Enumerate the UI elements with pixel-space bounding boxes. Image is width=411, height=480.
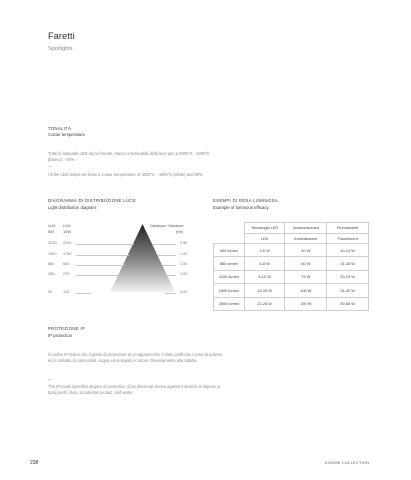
colour-temperature-text-en: All the LED lamps we have a colour temperature of 3000°K - 4000°K (white) and 90% (48, 172, 203, 177)
diagram-row-1-lux-10w: 2250 (63, 241, 72, 245)
diagram-row-2-distance: 1,00 (180, 252, 188, 256)
diagram-row-5-distance: 3,00 (180, 290, 188, 294)
table-cell-fluorescent: 24-32 W (327, 284, 369, 297)
table-header-incandescent-en: Incandescent (285, 233, 327, 244)
ip-protection-separator: — (48, 377, 53, 382)
table-cell-led: 8-12 W (244, 270, 285, 283)
page-title: Faretti (48, 31, 75, 41)
table-row (214, 284, 369, 297)
table-header-incandescent: Incandescenza (285, 223, 327, 234)
table-header-empty-2 (214, 233, 245, 244)
table-row (214, 270, 369, 283)
diagram-row-1-distance: 0,50 (180, 241, 188, 245)
page-number: 238 (30, 460, 39, 466)
table-cell-incandescent: 60 W (285, 257, 327, 270)
table-cell-led: 13-15 W (244, 284, 285, 297)
table-cell-led: 21-25 W (244, 297, 285, 310)
diagram-col-lux-5w: LUX (48, 223, 56, 228)
diagram-row-3-rule-right (162, 265, 176, 266)
diagram-row-3-lux-5w: 880 (48, 262, 55, 266)
table-cell-lumen: 2600 lumen (214, 297, 245, 310)
table-header-fluorescent: Fluorescenti (327, 223, 369, 234)
table-header-led-en: LED (244, 233, 285, 244)
table-header-empty (214, 223, 245, 234)
diagram-row-4-lux-10w: 270 (63, 272, 70, 276)
table-header-row-1 (214, 223, 369, 234)
diagram-row-5-lux-5w: 90 (48, 290, 53, 294)
light-distribution-label-en: Light distribution diagram. (48, 205, 98, 210)
table-cell-incandescent: 40 W (285, 244, 327, 257)
diagram-row-2-rule-left (76, 255, 129, 256)
luminous-efficacy-table (213, 222, 369, 311)
footer-brand: KOOME COLLECTION (325, 461, 370, 465)
table-cell-lumen: 1100 lumen (214, 270, 245, 283)
diagram-row-2-lux-10w: 1750 (63, 252, 72, 256)
colour-temperature-text-it: Tutte le lampade LED da noi fornite, hanno una tonalità della luce pari a 3000°K - 4000°K (bianco) - 90% (48, 151, 210, 163)
table-cell-incandescent: 150 W (285, 297, 327, 310)
diagram-row-1-rule-left (76, 244, 134, 245)
table-row (214, 244, 369, 257)
diagram-row-4-distance: 1,00 (180, 272, 188, 276)
luminous-efficacy-label-en: Example of luminous efficacy. (213, 205, 270, 210)
table-header-row-2 (214, 233, 369, 244)
ip-protection-label-en: IP protection (48, 333, 73, 338)
ip-protection-text-en: The IP Code specifies degree of protection of an electrical device against intrusion of objects or body parts; dust, accidental contact, and water. (48, 384, 221, 396)
table-row (214, 257, 369, 270)
table-row (214, 297, 369, 310)
table-cell-lumen: 880 lumen (214, 257, 245, 270)
diagram-unit-10w: 10W (63, 229, 71, 234)
diagram-col-lux-10w: LUX (63, 223, 71, 228)
luminous-efficacy-label-it: ESEMPI DI RESA LUMINOSA. (213, 198, 280, 203)
table-cell-led: 6-8 W (244, 257, 285, 270)
diagram-unit-5w: 5W (48, 229, 54, 234)
table-cell-fluorescent: 10-14 W (327, 244, 369, 257)
colour-temperature-separator: — (48, 164, 53, 169)
table-cell-lumen: 400 lumen (214, 244, 245, 257)
diagram-row-4-rule-left (76, 275, 119, 276)
table-header-led: Tecnologia LED (244, 223, 285, 234)
diagram-row-2-lux-5w: 1940 (48, 252, 57, 256)
table-cell-fluorescent: 20-24 W (327, 270, 369, 283)
table-cell-fluorescent: 39-65 W (327, 297, 369, 310)
colour-temperature-label-en: Colour temperature (48, 132, 86, 137)
diagram-row-1-rule-right (152, 244, 176, 245)
diagram-row-3-rule-left (76, 265, 124, 266)
diagram-row-4-lux-5w: 285 (48, 272, 55, 276)
diagram-row-3-distance: 1,50 (180, 262, 188, 266)
table-header-fluorescent-en: Fluorescent (327, 233, 369, 244)
diagram-row-5-rule-right (165, 293, 176, 294)
colour-temperature-label-it: TONALITÀ (48, 126, 72, 131)
diagram-row-1-lux-5w: 3230 (48, 241, 57, 245)
diagram-row-5-lux-10w: 115 (63, 290, 70, 294)
diagram-row-5-rule-left (76, 293, 91, 294)
table-cell-led: 3-6 W (244, 244, 285, 257)
table-cell-incandescent: 75 W (285, 270, 327, 283)
table-cell-fluorescent: 14-16 W (327, 257, 369, 270)
diagram-distance-unit: (mt) (176, 229, 183, 234)
ip-protection-label-it: PROTEZIONE IP (48, 326, 86, 331)
diagram-row-2-rule-right (157, 255, 176, 256)
page-subtitle: Spotlights (48, 46, 73, 52)
diagram-row-3-lux-10w: 600 (63, 262, 70, 266)
table-cell-incandescent: 100 W (285, 284, 327, 297)
diagram-row-4-rule-right (167, 275, 176, 276)
ip-protection-text-it: Il codice IP indica che il grado di protezione di un apparecchio è stato verificato contro la polvere ed il contatto di corpi solidi, acqua ed al liquido e colore. Diversamente alla tabella. (48, 352, 223, 364)
table-cell-lumen: 1600 lumen (214, 284, 245, 297)
diagram-distance-head: Distanza / Distance (150, 223, 184, 228)
light-cone-graphic (110, 224, 175, 294)
light-distribution-label-it: DIAGRAMMA DI DISTRIBUZIONE LUCE (48, 198, 137, 203)
